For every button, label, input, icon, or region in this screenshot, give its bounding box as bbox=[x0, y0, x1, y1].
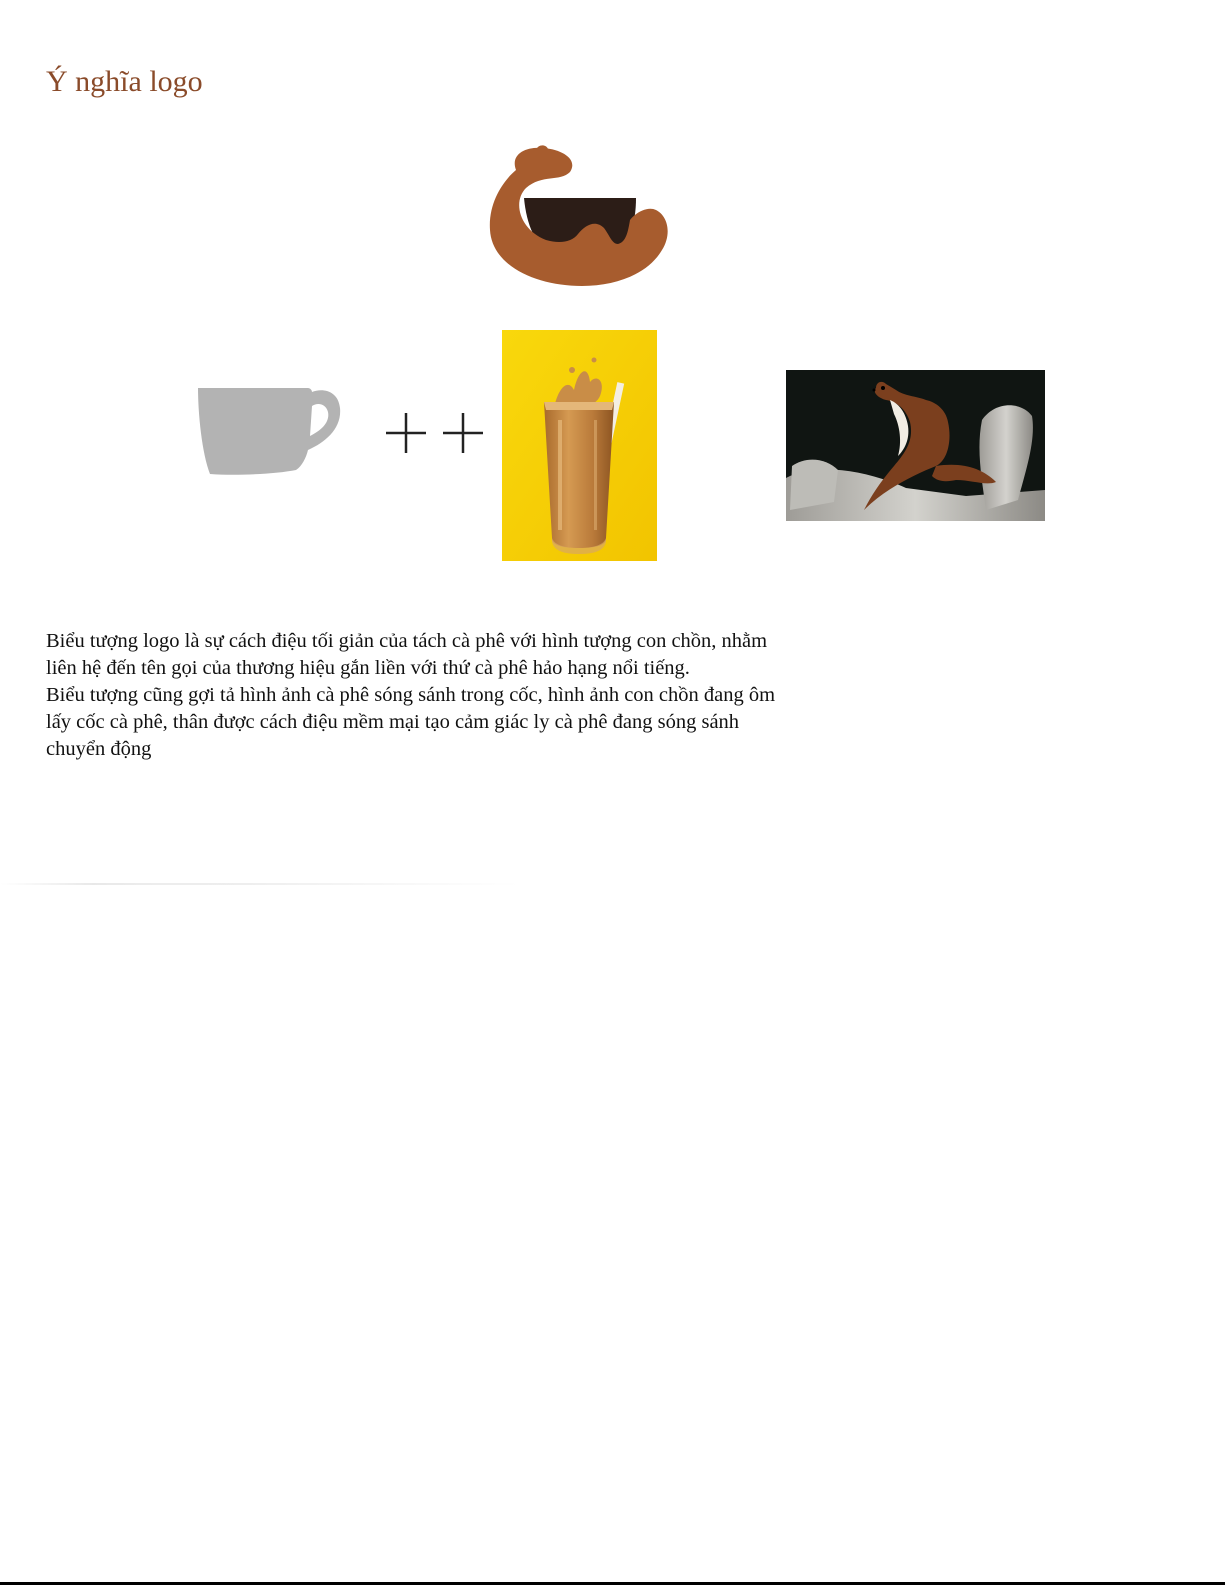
cup-icon-shape bbox=[198, 388, 340, 475]
coffee-cup-icon bbox=[196, 384, 346, 478]
logo-description bbox=[46, 628, 781, 763]
brand-logo bbox=[486, 140, 676, 290]
description-paragraph: Biểu tượng cũng gợi tả hình ảnh cà phê sóng sánh trong cốc, hình ảnh con chồn đang ôm lấy cốc cà phê, thân được cách điệu mềm mại tạo cảm giác ly cà phê đang sóng sánh chuyển động bbox=[46, 684, 776, 760]
page-title: Ý nghĩa logo bbox=[46, 65, 203, 98]
plus-icon bbox=[384, 408, 428, 458]
plus-icon bbox=[441, 408, 485, 458]
iced-coffee-photo bbox=[502, 330, 657, 561]
scan-artifact-line bbox=[0, 883, 520, 885]
description-paragraph: Biểu tượng logo là sự cách điệu tối giản của tách cà phê với hình tượng con chồn, nhằm liên hệ đến tên gọi của thương hiệu gắn liền với thứ cà phê hảo hạng nổi tiếng. bbox=[46, 630, 768, 679]
weasel-photo bbox=[786, 370, 1045, 521]
